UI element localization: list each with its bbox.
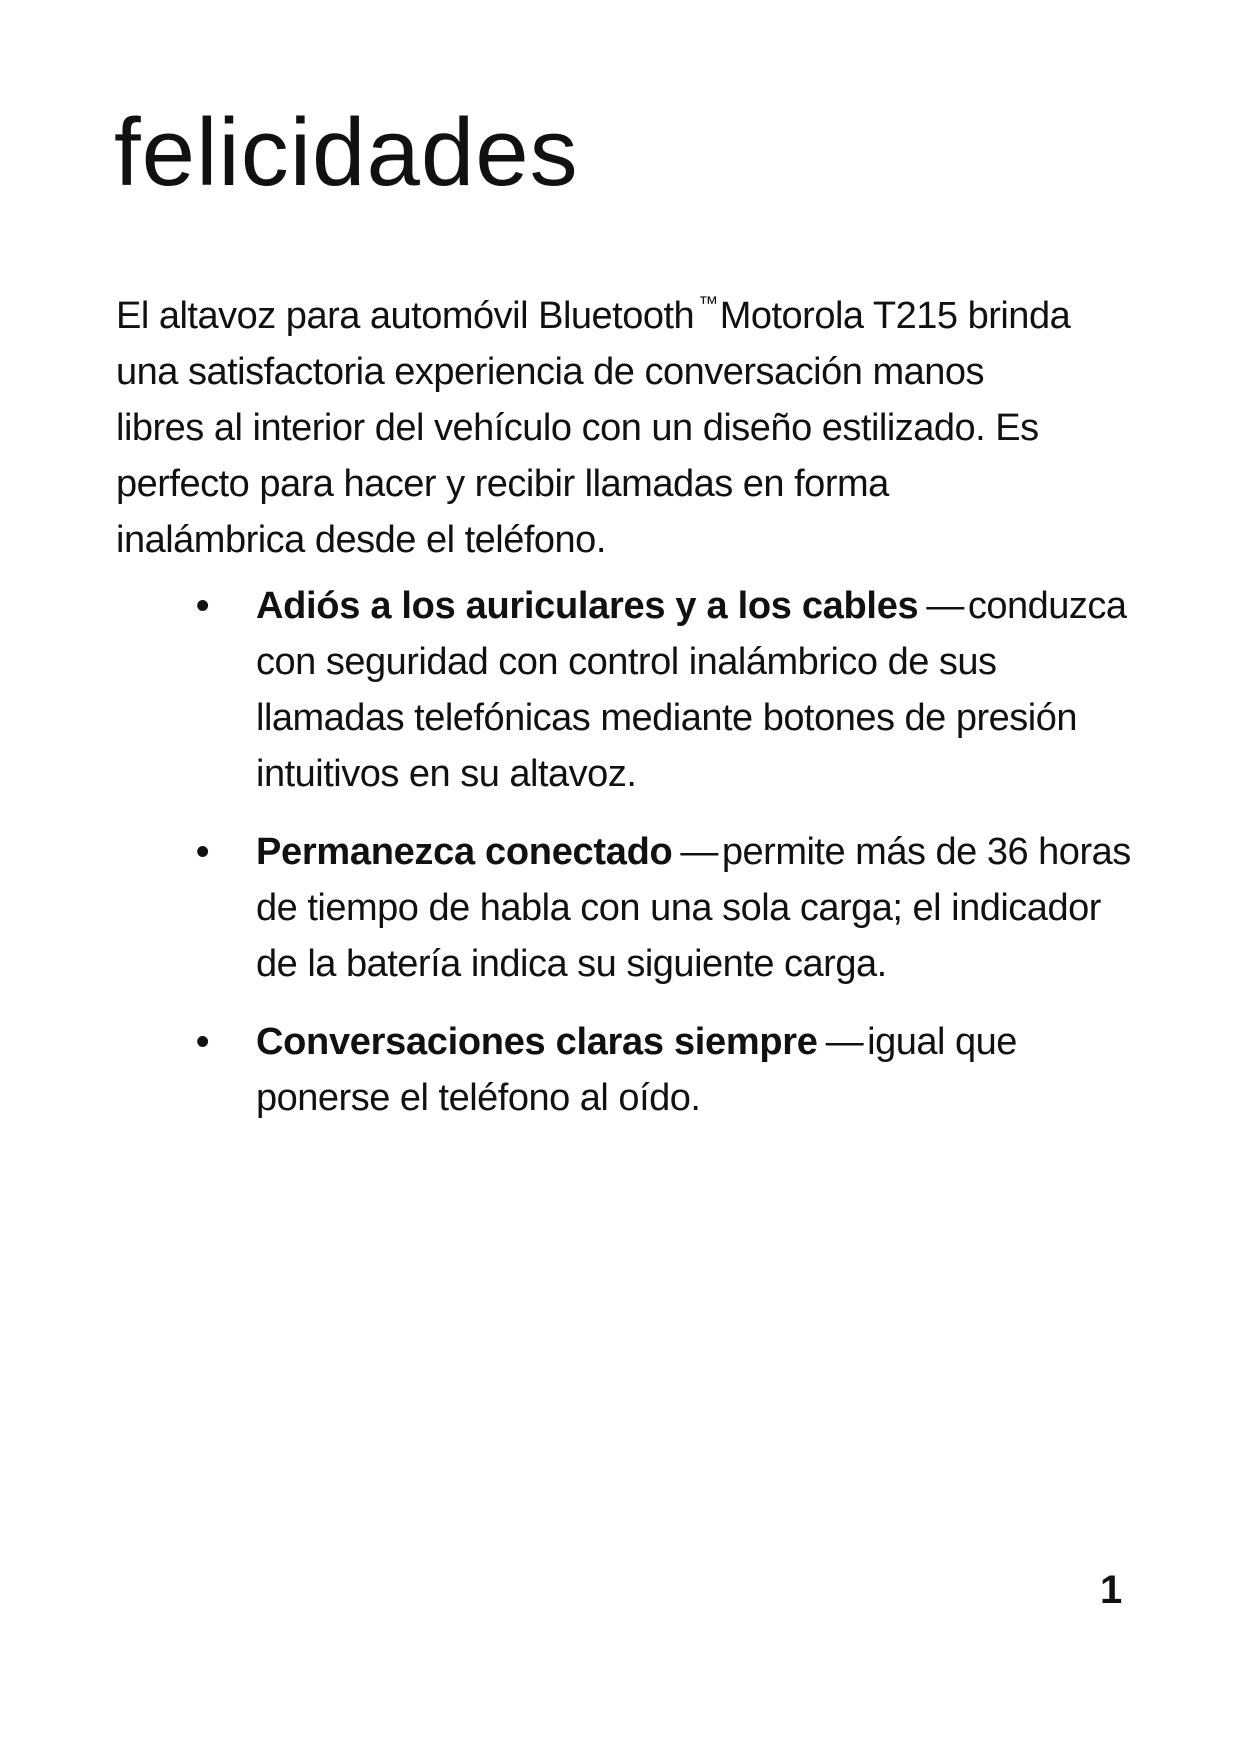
feature-heading: Permanezca conectado [256,831,673,873]
intro-text-start: El altavoz para automóvil Bluetooth [116,295,695,337]
feature-description: igual que ponerse el teléfono al oído. [256,1021,1017,1119]
feature-list [196,578,1131,1148]
trademark-symbol: ™ [698,293,718,315]
feature-heading: Adiós a los auriculares y a los cables [256,585,919,627]
page-number: 1 [1100,1568,1123,1612]
bullet-icon: • [196,1021,209,1063]
page-title: felicidades [114,99,579,206]
feature-description: conduzca con seguridad con control inalámbrico de sus llamadas telefónicas mediante botones de presión intuitivos en su altavoz. [256,585,1127,795]
bullet-icon: • [196,585,209,627]
intro-paragraph [116,276,1076,568]
feature-description: permite más de 36 horas de tiempo de habla con una sola carga; el indicador de la batería indica su siguiente carga. [256,831,1131,985]
em-dash: — [825,1021,864,1063]
em-dash: — [680,831,718,873]
intro-text-end: Motorola T215 brinda una satisfactoria experiencia de conversación manos libres al interior del vehículo con un diseño estilizado. Es perfecto para hacer y recibir llamadas en forma inalámbrica desde el teléfono. [116,295,1071,561]
feature-item-connected [196,824,1131,992]
em-dash: — [926,585,964,627]
feature-item-clear-calls [196,1014,1131,1126]
feature-heading: Conversaciones claras siempre [256,1021,818,1063]
feature-item-wireless [196,578,1131,802]
bullet-icon: • [196,831,209,873]
